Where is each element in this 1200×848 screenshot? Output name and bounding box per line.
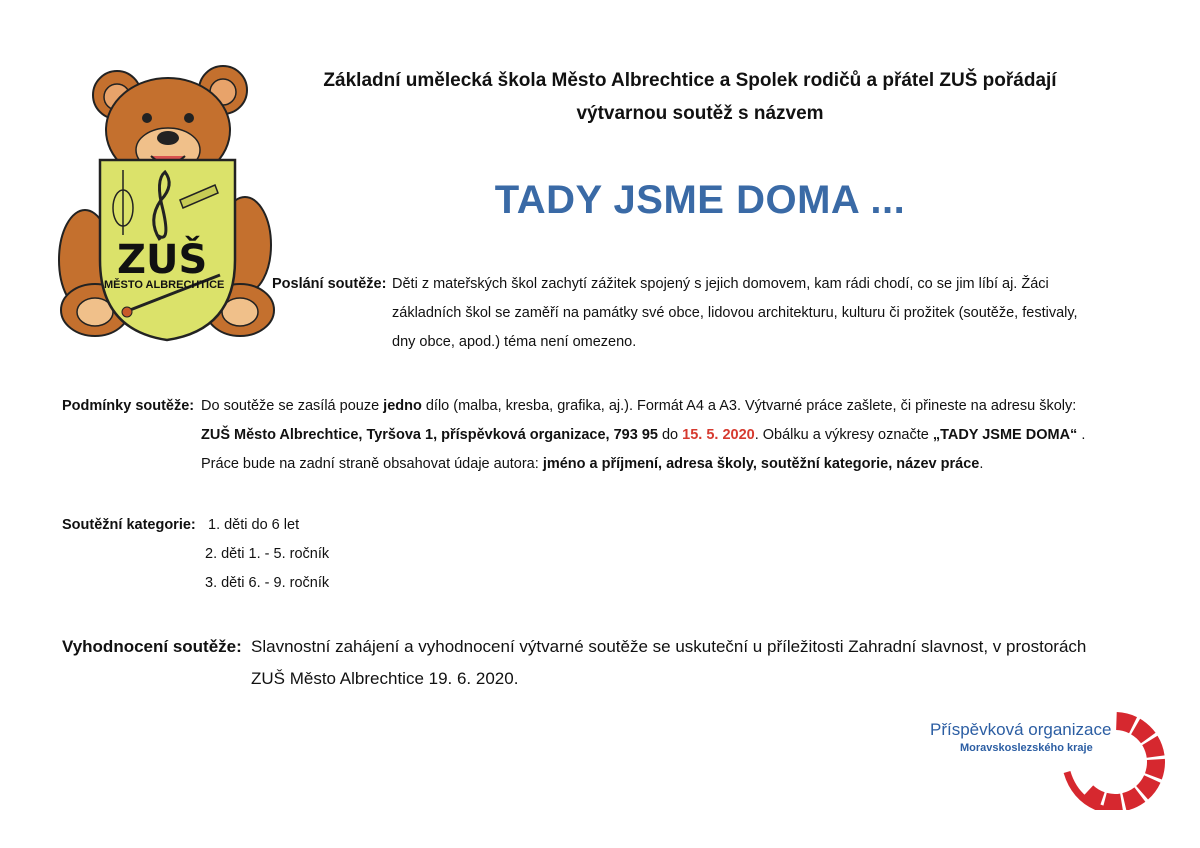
ring-segment <box>1145 759 1165 780</box>
mission-label: Poslání soutěže: <box>272 276 387 292</box>
categories-label: Soutěžní kategorie: <box>62 517 196 533</box>
header-line-1: Základní umělecká škola Město Albrechtice a Spolek rodičů a přátel ZUŠ pořádají <box>323 70 1057 91</box>
school-address: ZUŠ Město Albrechtice, Tyršova 1, příspěvková organizace, 793 95 <box>201 427 658 443</box>
competition-title: TADY JSME DOMA ... <box>494 178 906 222</box>
evaluation-label: Vyhodnocení soutěže: <box>62 637 242 656</box>
org-ring-logo <box>925 700 1165 810</box>
conditions-text: . Obálku a výkresy označte <box>754 427 933 443</box>
org-name: Příspěvková organizace <box>930 720 1112 739</box>
conditions-line-1 <box>201 392 1076 421</box>
category-item: 1. děti do 6 let <box>208 517 300 533</box>
category-item: 2. děti 1. - 5. ročník <box>205 546 330 562</box>
author-details: jméno a příjmení, adresa školy, soutěžní kategorie, název práce <box>542 456 980 472</box>
mission-line-3: dny obce, apod.) téma není omezeno. <box>392 334 637 350</box>
category-item: 3. děti 6. - 9. ročník <box>205 575 330 591</box>
conditions-label: Podmínky soutěže: <box>62 398 195 414</box>
conditions-text: do <box>657 427 683 443</box>
org-region: Moravskoslezského kraje <box>960 742 1093 754</box>
mission-line-1: Děti z mateřských škol zachytí zážitek spojený s jejich domovem, kam rádi chodí, co se jim líbí aj. Žáci <box>392 276 1049 292</box>
conditions-text: . <box>1077 427 1086 443</box>
deadline-date: 15. 5. 2020 <box>682 427 755 443</box>
evaluation-line-1: Slavnostní zahájení a vyhodnocení výtvarné soutěže se uskuteční u příležitosti Zahradní slavnost, v prostorách <box>251 637 1087 656</box>
conditions-text: Do soutěže se zasílá pouze <box>201 398 384 414</box>
conditions-text: . <box>979 456 984 472</box>
logo-zus-text: ZUŠ <box>117 237 208 283</box>
header-line-2: výtvarnou soutěž s názvem <box>576 103 824 124</box>
logo-town-text: MĚSTO ALBRECHTICE <box>104 279 225 291</box>
envelope-label: „TADY JSME DOMA“ <box>932 427 1078 443</box>
conditions-text: Práce bude na zadní straně obsahovat údaje autora: <box>201 456 543 472</box>
conditions-line-2 <box>201 421 1085 450</box>
evaluation-line-2: ZUŠ Město Albrechtice 19. 6. 2020. <box>251 669 519 688</box>
conditions-emphasis: jedno <box>383 398 422 414</box>
mission-text <box>392 270 1152 357</box>
mission-line-2: základních škol se zaměří na památky své obce, lidovou architekturu, kulturu či prožitek (soutěže, festivaly, <box>392 305 1078 321</box>
conditions-text: dílo (malba, kresba, grafika, aj.). Formát A4 a A3. Výtvarné práce zašlete, či přineste na adresu školy: <box>421 398 1077 414</box>
conditions-line-3 <box>201 450 983 479</box>
zus-bear-logo <box>55 60 277 350</box>
